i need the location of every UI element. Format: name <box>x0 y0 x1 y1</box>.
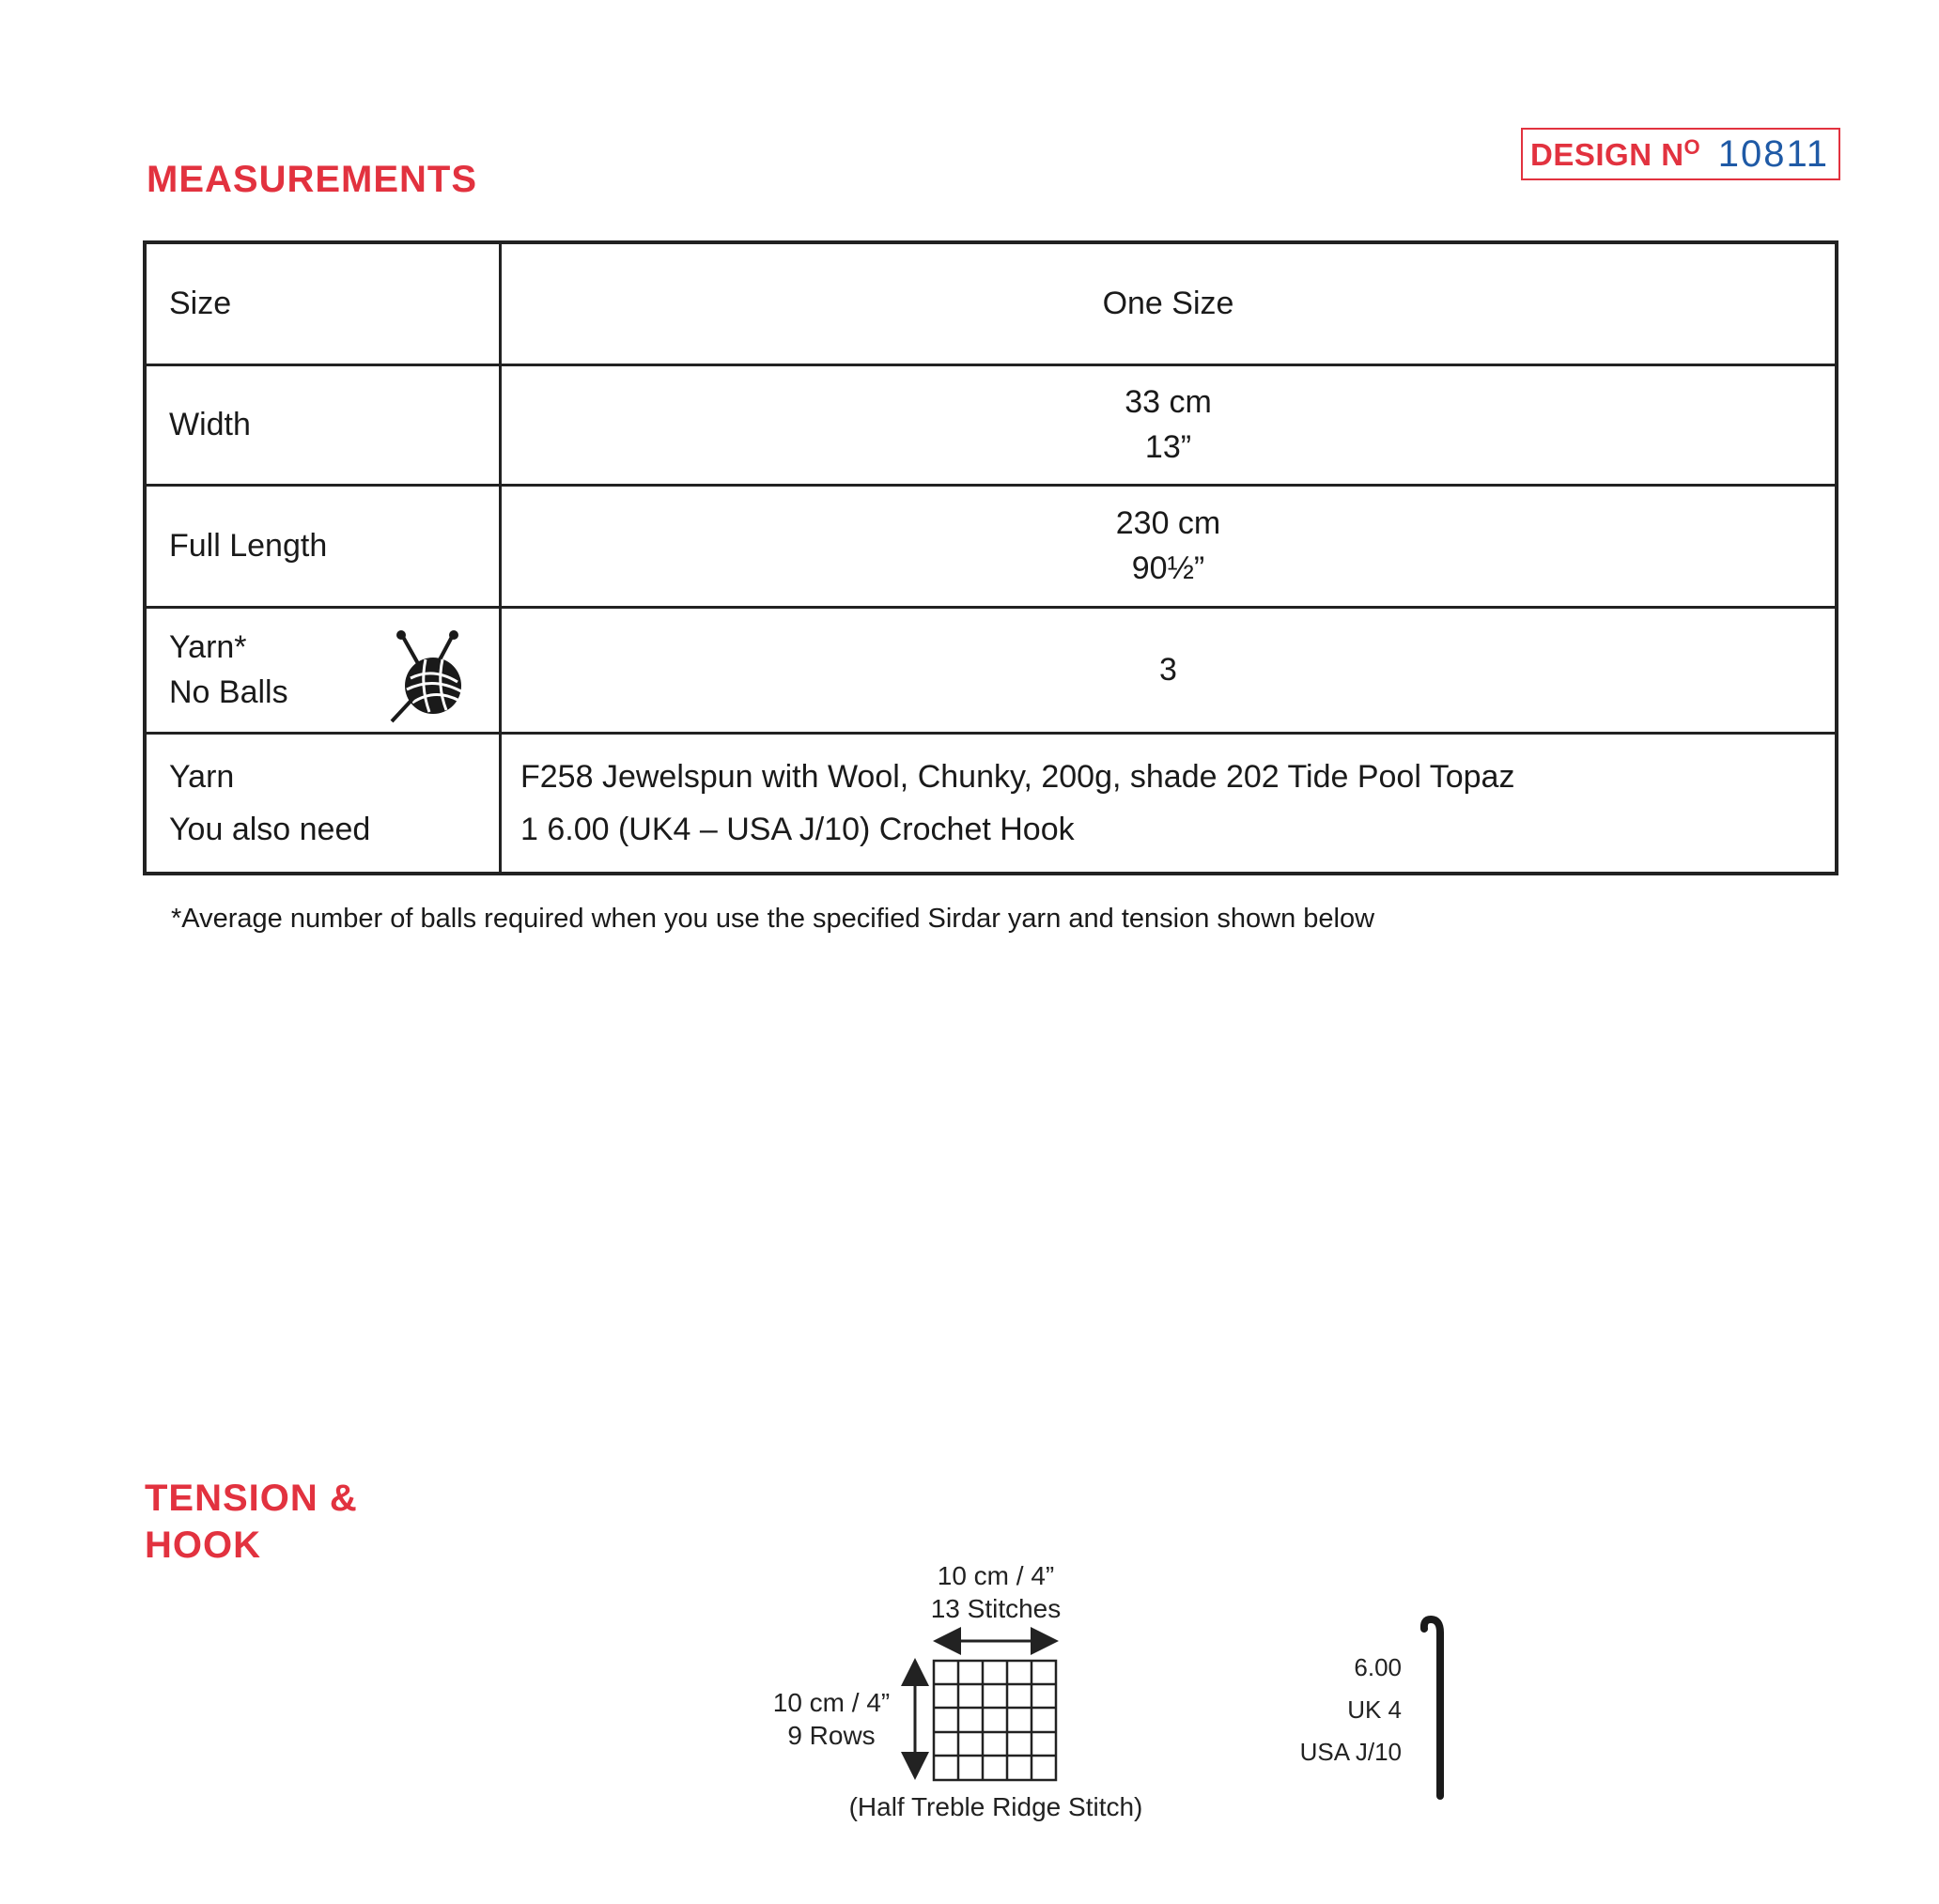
length-in: 90½” <box>1131 550 1205 586</box>
tension-width-label: 10 cm / 4” <box>937 1561 1055 1590</box>
measurements-heading: MEASUREMENTS <box>147 159 478 200</box>
hook-needed: 1 6.00 (UK4 – USA J/10) Crochet Hook <box>520 811 1075 847</box>
width-label: Width <box>145 364 501 485</box>
tension-heading-line1: TENSION & <box>145 1478 358 1519</box>
size-label: Size <box>145 242 501 364</box>
balls-label-line2: No Balls <box>169 674 288 710</box>
tension-rows-label: 9 Rows <box>787 1721 876 1750</box>
yarn-label-line1: Yarn <box>169 758 235 795</box>
hook-uk: UK 4 <box>1347 1695 1402 1724</box>
size-value: One Size <box>501 242 1838 364</box>
balls-label-line1: Yarn* <box>169 629 247 665</box>
yarn-name: F258 Jewelspun with Wool, Chunky, 200g, shade 202 Tide Pool Topaz <box>520 758 1515 795</box>
width-in: 13” <box>1144 429 1192 465</box>
hook-usa: USA J/10 <box>1299 1738 1402 1766</box>
design-label: DESIGN $N^O$ <box>1530 135 1701 172</box>
tension-grid <box>934 1661 1056 1780</box>
tension-stitch-name: (Half Treble Ridge Stitch) <box>848 1792 1143 1821</box>
hook-size: 6.00 <box>1354 1653 1402 1681</box>
width-cm: 33 cm <box>1125 384 1212 420</box>
tension-stitches-label: 13 Stitches <box>930 1594 1062 1623</box>
balls-value: 3 <box>501 607 1838 733</box>
design-label-sup: O <box>1683 135 1701 159</box>
length-label: Full Length <box>145 485 501 607</box>
crochet-hook-icon <box>1424 1619 1440 1796</box>
yarn-label-line2: You also need <box>169 811 371 847</box>
tension-heading-line2: HOOK <box>145 1525 261 1566</box>
length-cm: 230 cm <box>1115 505 1221 541</box>
tension-height-label: 10 cm / 4” <box>772 1688 891 1717</box>
design-number: 10811 <box>1717 132 1829 175</box>
footnote: *Average number of balls required when you use the specified Sirdar yarn and tension shown below <box>171 904 1375 934</box>
